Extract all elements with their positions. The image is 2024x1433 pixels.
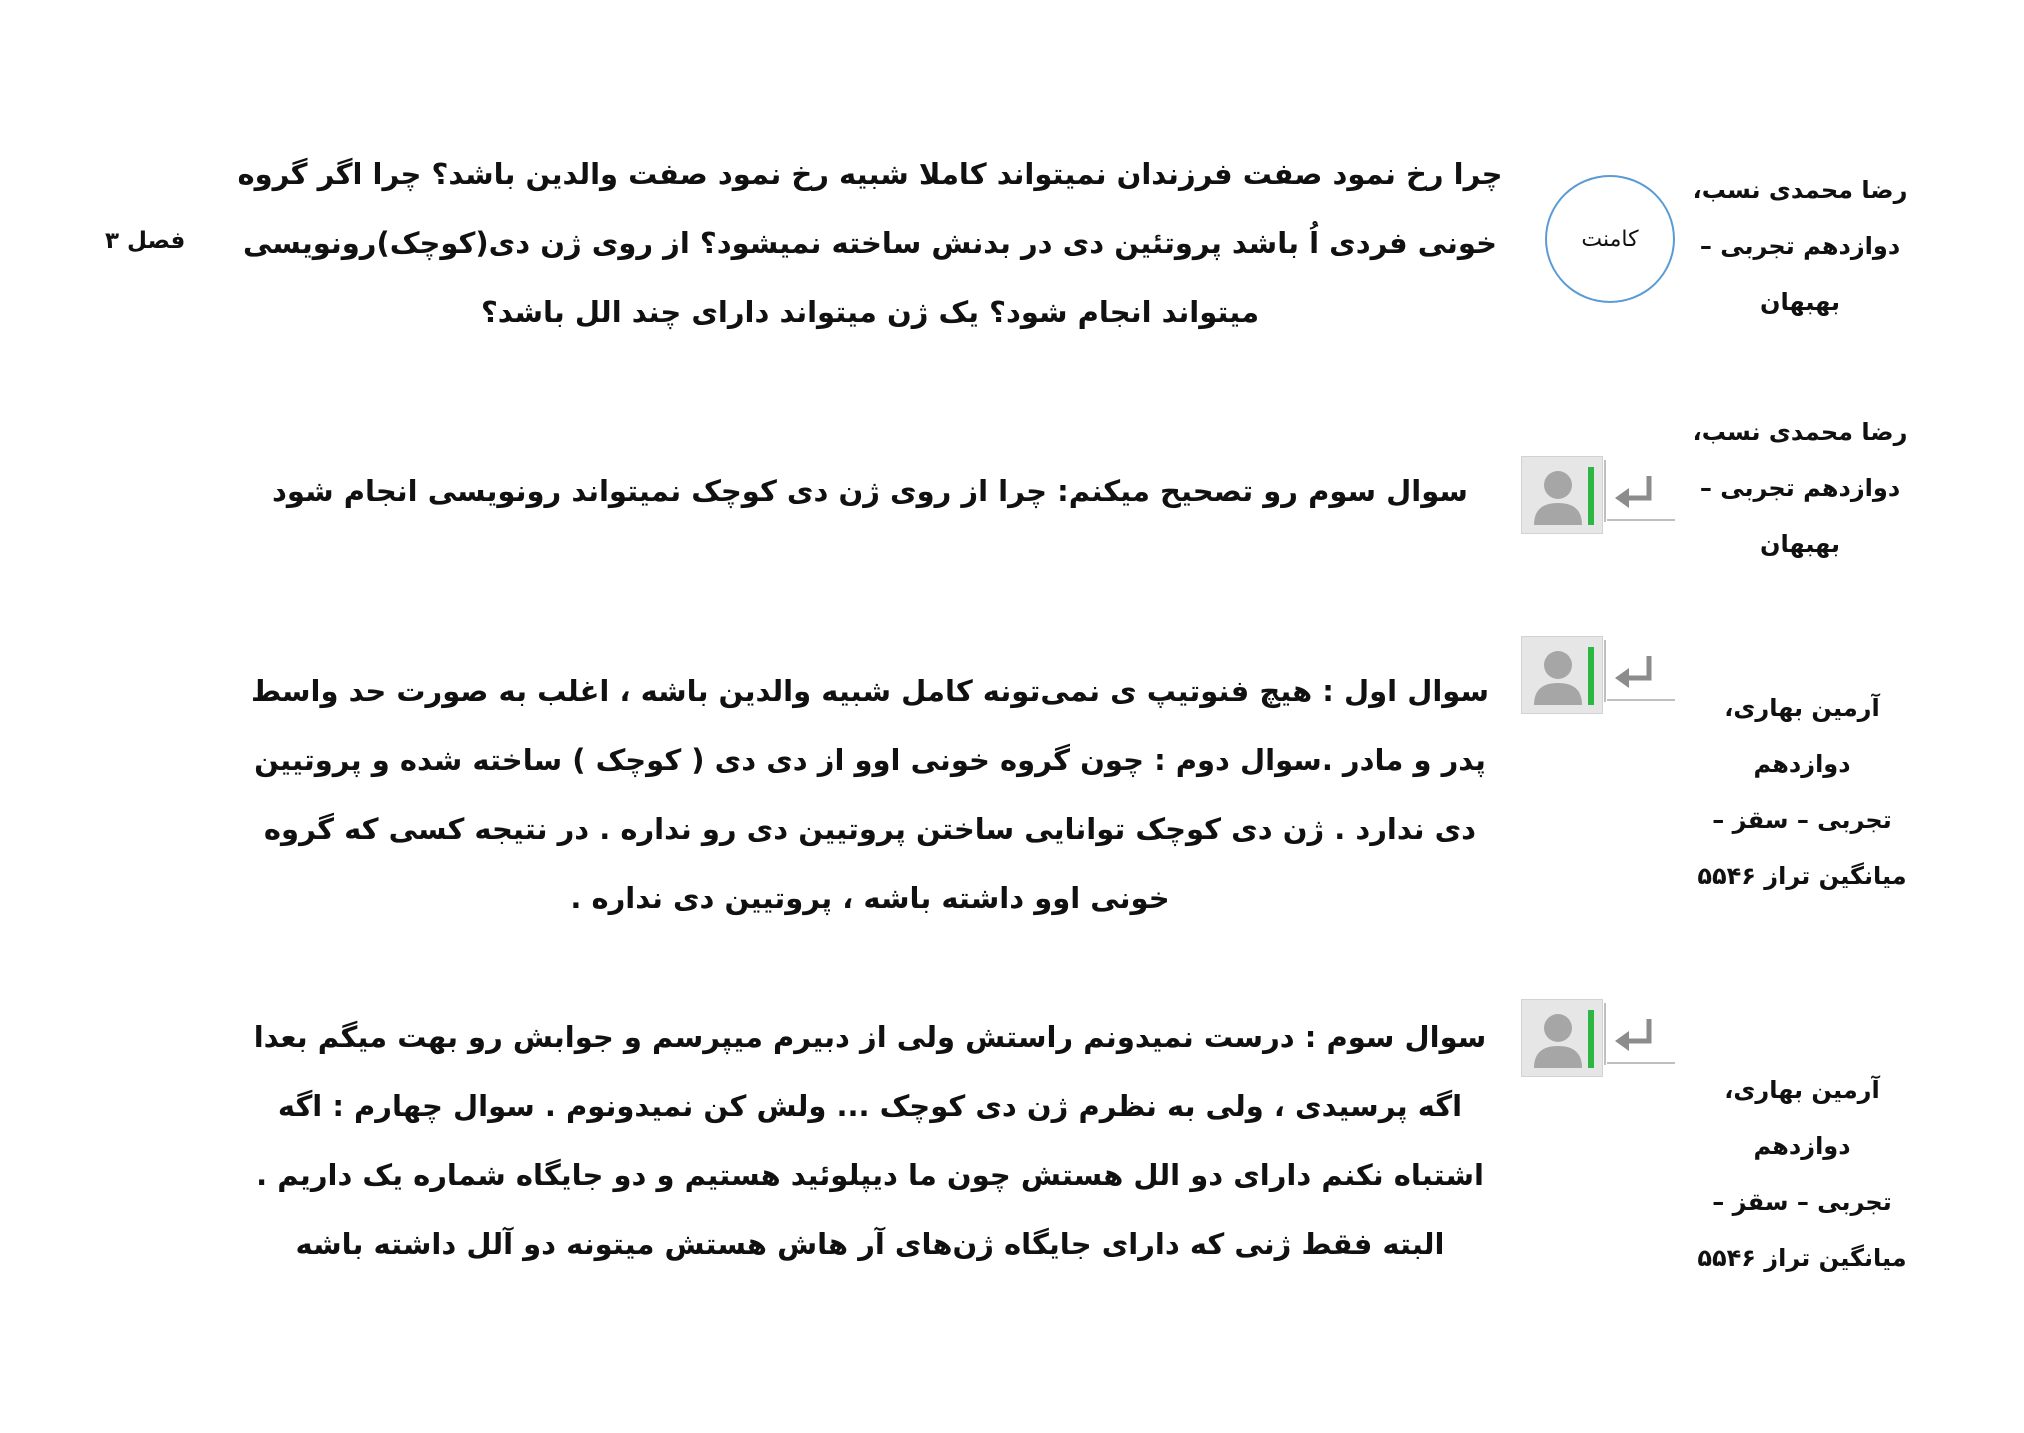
comment-text: سوال سوم : درست نمیدونم راستش ولی از دبیرم میپرسم و جوابش رو بهت میگم بعدا اگه پرسیدی ، ولی به نظرم ژن دی کوچک ... ولش کن نمیدونوم . سوال چهارم : اگه اشتباه نکنم دارای دو الل هستش چون ما دیپلوئید هستیم و دو جایگاه شماره یک داریم . البته فقط ژنی که دارای جایگاه ژن‌های آر هاش هستش میتونه دو آلل داشته باشه: [253, 1020, 1487, 1261]
chapter-label: فصل ۳: [105, 228, 186, 254]
author-line: آرمین بهاری، دوازدهم: [1724, 1076, 1880, 1160]
reply-arrow-icon[interactable]: [1603, 460, 1675, 522]
comment-author: [1670, 404, 1930, 572]
user-avatar-icon: [1521, 456, 1603, 534]
author-line: بهبهان: [1760, 530, 1840, 558]
author-line: دوازدهم تجربی –: [1699, 232, 1901, 260]
user-avatar-icon: [1521, 636, 1603, 714]
comment-author: [1672, 680, 1932, 904]
comment-text: سوال اول : هیچ فنوتیپ ی نمی‌تونه کامل شبیه والدین باشه ، اغلب به صورت حد واسط پدر و مادر .سوال دوم : چون گروه خونی اوو از دی دی ( کوچک ) ساخته شده و پروتیین دی ندارد . ژن دی کوچک توانایی ساختن پروتیین دی رو نداره . در نتیجه کسی که گروه خونی اوو داشته باشه ، پروتیین دی نداره .: [250, 674, 1489, 915]
author-line: رضا محمدی نسب،: [1692, 418, 1908, 446]
comment-author: [1670, 162, 1930, 330]
author-line: رضا محمدی نسب،: [1692, 176, 1908, 204]
author-line: دوازدهم تجربی –: [1699, 474, 1901, 502]
comment-badge[interactable]: کامنت: [1545, 175, 1675, 303]
author-line: آرمین بهاری، دوازدهم: [1724, 694, 1880, 778]
author-line: تجربی – سقز –: [1712, 1188, 1892, 1216]
author-line: میانگین تراز ۵۵۴۶: [1697, 862, 1907, 890]
comment-author: [1672, 1062, 1932, 1286]
reply-arrow-icon[interactable]: [1603, 1003, 1675, 1065]
author-line: تجربی – سقز –: [1712, 806, 1892, 834]
comment-text: سوال سوم رو تصحیح میکنم: چرا از روی ژن دی کوچک نمیتواند رونویسی انجام شود: [272, 474, 1468, 508]
user-avatar-icon: [1521, 999, 1603, 1077]
comment-text: چرا رخ نمود صفت فرزندان نمیتواند کاملا شبیه رخ نمود صفت والدین باشد؟ چرا اگر گروه خونی فردی اُ باشد پروتئین دی در بدنش ساخته نمیشود؟ از روی ژن دی(کوچک)رونویسی میتواند انجام شود؟ یک ژن میتواند دارای چند الل باشد؟: [237, 157, 1503, 329]
reply-arrow-icon[interactable]: [1603, 640, 1675, 702]
author-line: بهبهان: [1760, 288, 1840, 316]
author-line: میانگین تراز ۵۵۴۶: [1697, 1244, 1907, 1272]
